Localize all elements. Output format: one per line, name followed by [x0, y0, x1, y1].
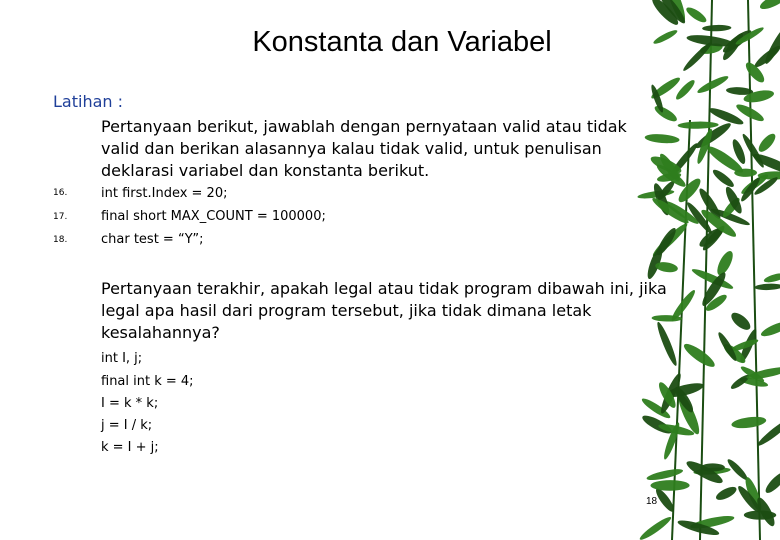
bamboo-leaf: [711, 167, 736, 189]
question-1-line: valid dan berikan alasannya kalau tidak valid, untuk penulisan: [101, 139, 602, 158]
question-1-line: deklarasi variabel dan konstanta berikut.: [101, 161, 430, 180]
question-2: [101, 278, 691, 344]
item-number: 16.: [53, 188, 68, 198]
bamboo-leaf: [678, 121, 719, 129]
slide-title: Konstanta dan Variabel: [252, 26, 552, 58]
bamboo-leaf: [763, 469, 780, 495]
bamboo-stem: [700, 0, 712, 540]
program-line: I = k * k;: [101, 396, 159, 411]
bamboo-leaf: [714, 484, 738, 502]
item-number: 18.: [53, 235, 68, 245]
latihan-heading: Latihan :: [53, 92, 123, 111]
question-1: [101, 116, 661, 182]
bamboo-leaf: [763, 271, 780, 284]
question-2-line: Pertanyaan terakhir, apakah legal atau tidak program dibawah ini, jika: [101, 279, 667, 298]
bamboo-leaf: [654, 226, 678, 257]
program-line: int I, j;: [101, 351, 143, 366]
question-2-line: kesalahannya?: [101, 323, 220, 342]
question-2-line: legal apa hasil dari program tersebut, jika tidak dimana letak: [101, 301, 592, 320]
bamboo-leaf: [731, 415, 767, 430]
bamboo-leaf: [681, 340, 717, 370]
program-line: j = I / k;: [101, 418, 153, 433]
item-number: 17.: [53, 212, 68, 222]
bamboo-leaf: [756, 131, 778, 154]
bamboo-leaf: [696, 74, 730, 96]
bamboo-leaf: [646, 467, 684, 482]
question-1-line: Pertanyaan berikut, jawablah dengan pernyataan valid atau tidak: [101, 117, 627, 136]
bamboo-leaf: [638, 514, 673, 540]
bamboo-leaf: [728, 310, 753, 333]
item-code: final short MAX_COUNT = 100000;: [101, 209, 326, 224]
item-code: char test = “Y”;: [101, 232, 204, 247]
bamboo-leaf: [759, 319, 780, 339]
program-line: final int k = 4;: [101, 374, 194, 389]
page-number: 18: [646, 496, 658, 507]
bamboo-leaf: [754, 283, 780, 291]
bamboo-leaf: [650, 480, 689, 491]
item-code: int first.Index = 20;: [101, 186, 228, 201]
bamboo-leaf: [758, 0, 780, 12]
program-line: k = I + j;: [101, 440, 159, 455]
bamboo-leaf: [684, 5, 708, 25]
